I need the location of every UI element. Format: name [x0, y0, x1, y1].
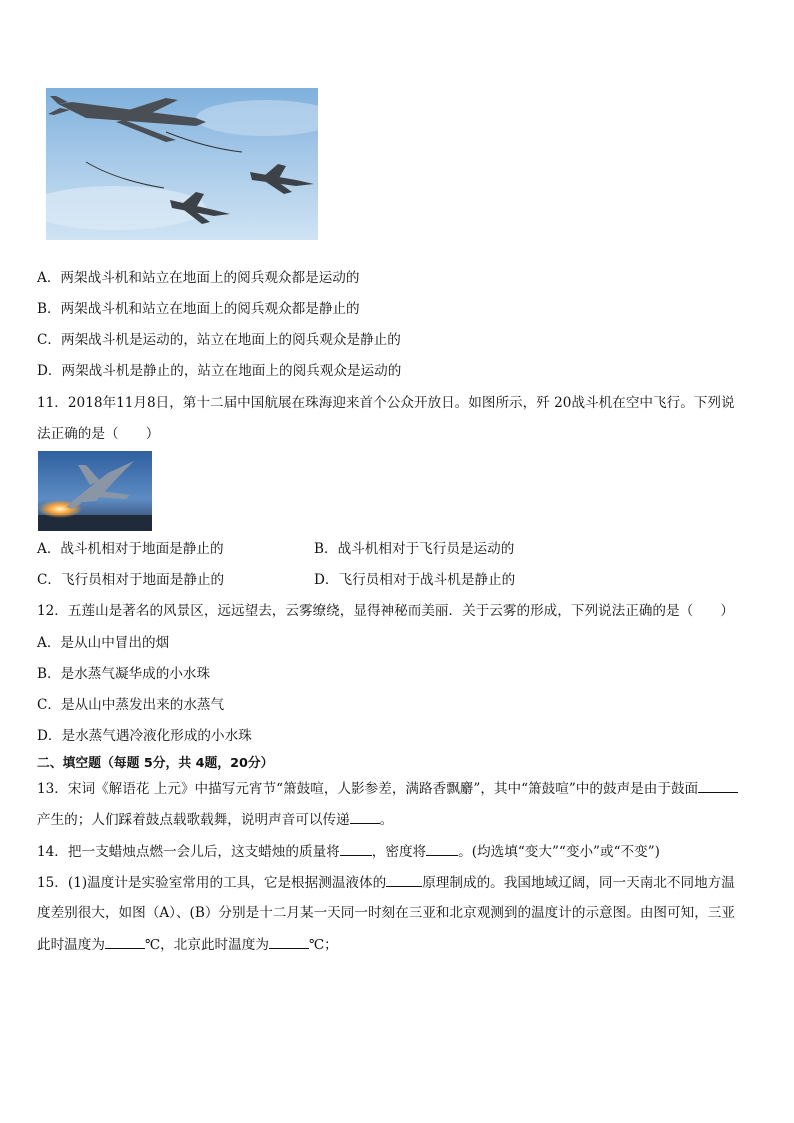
- q11-option-c: C．飞行员相对于地面是静止的: [37, 572, 225, 588]
- q13-blank-1: [698, 779, 738, 793]
- j20-fighter-image: [38, 451, 152, 531]
- q12-option-b: B．是水蒸气凝华成的小水珠: [37, 666, 211, 682]
- q15-line3-end: ℃；: [308, 937, 338, 953]
- refueling-aircraft-image: [46, 88, 318, 240]
- q15-line1-text: 15．(1)温度计是实验室常用的工具，它是根据测温液体的: [37, 875, 387, 891]
- q10-option-a: A．两架战斗机和站立在地面上的阅兵观众都是运动的: [37, 270, 360, 286]
- q11-option-b: B．战斗机相对于飞行员是运动的: [314, 541, 515, 557]
- q14-blank-2: [426, 842, 458, 856]
- q12-option-c: C．是从山中蒸发出来的水蒸气: [37, 697, 225, 713]
- section-heading-fill-in: 二、填空题（每题 5分，共 4题，20分）: [37, 756, 274, 771]
- q13-line1-text: 13．宋词《解语花 上元》中描写元宵节“箫鼓喧，人影参差，满路香飘麝”，其中“箫鼓喧”中的鼓声是由于鼓面: [37, 781, 699, 797]
- q13-line2-end: 。: [379, 812, 394, 828]
- q11-stem-line1: 11．2018年11月8日，第十二届中国航展在珠海迎来首个公众开放日。如图所示，歼 20战斗机在空中飞行。下列说: [37, 395, 735, 411]
- q12-option-d: D．是水蒸气遇冷液化形成的小水珠: [37, 728, 252, 744]
- q13-line2: [37, 810, 393, 829]
- q13-line2-text: 产生的；人们踩着鼓点载歌载舞，说明声音可以传递: [37, 812, 350, 828]
- q15-line2: 度差别很大，如图（A）、(B）分别是十二月某一天同一时刻在三亚和北京观测到的温度计的示意图。由图可知，三亚: [37, 905, 735, 921]
- q12-stem: 12．五莲山是著名的风景区，远远望去，云雾缭绕，显得神秘而美丽．关于云雾的形成，下列说法正确的是（ ）: [37, 603, 734, 619]
- q10-option-b: B．两架战斗机和站立在地面上的阅兵观众都是静止的: [37, 301, 360, 317]
- q14-line: [37, 842, 660, 861]
- q11-stem-line2: 法正确的是（ ）: [37, 426, 160, 442]
- q15-blank-3: [269, 935, 309, 949]
- q14-blank-1: [340, 842, 372, 856]
- q14-text-1: 14．把一支蜡烛点燃一会儿后，这支蜡烛的质量将: [37, 844, 340, 860]
- q15-line3-text: 此时温度为: [37, 937, 105, 953]
- q12-option-a: A．是从山中冒出的烟: [37, 635, 170, 651]
- q15-line3-mid: ℃，北京此时温度为: [144, 937, 269, 953]
- q14-text-2: ，密度将: [371, 844, 427, 860]
- q15-line3: [37, 935, 338, 954]
- q11-option-a: A．战斗机相对于地面是静止的: [37, 541, 224, 557]
- q14-text-3: 。(均选填“变大”“变小”或“不变”): [458, 844, 660, 860]
- q11-option-d: D．飞行员相对于战斗机是静止的: [314, 572, 516, 588]
- q15-blank-2: [105, 935, 145, 949]
- q13-line1: [37, 779, 738, 798]
- q13-blank-2: [350, 810, 380, 824]
- q15-line1: [37, 873, 735, 892]
- q15-line1-end: 原理制成的。我国地域辽阔，同一天南北不同地方温: [422, 875, 735, 891]
- q10-option-c: C．两架战斗机是运动的，站立在地面上的阅兵观众是静止的: [37, 332, 401, 348]
- q15-blank-1: [386, 873, 422, 887]
- q10-option-d: D．两架战斗机是静止的，站立在地面上的阅兵观众是运动的: [37, 363, 402, 379]
